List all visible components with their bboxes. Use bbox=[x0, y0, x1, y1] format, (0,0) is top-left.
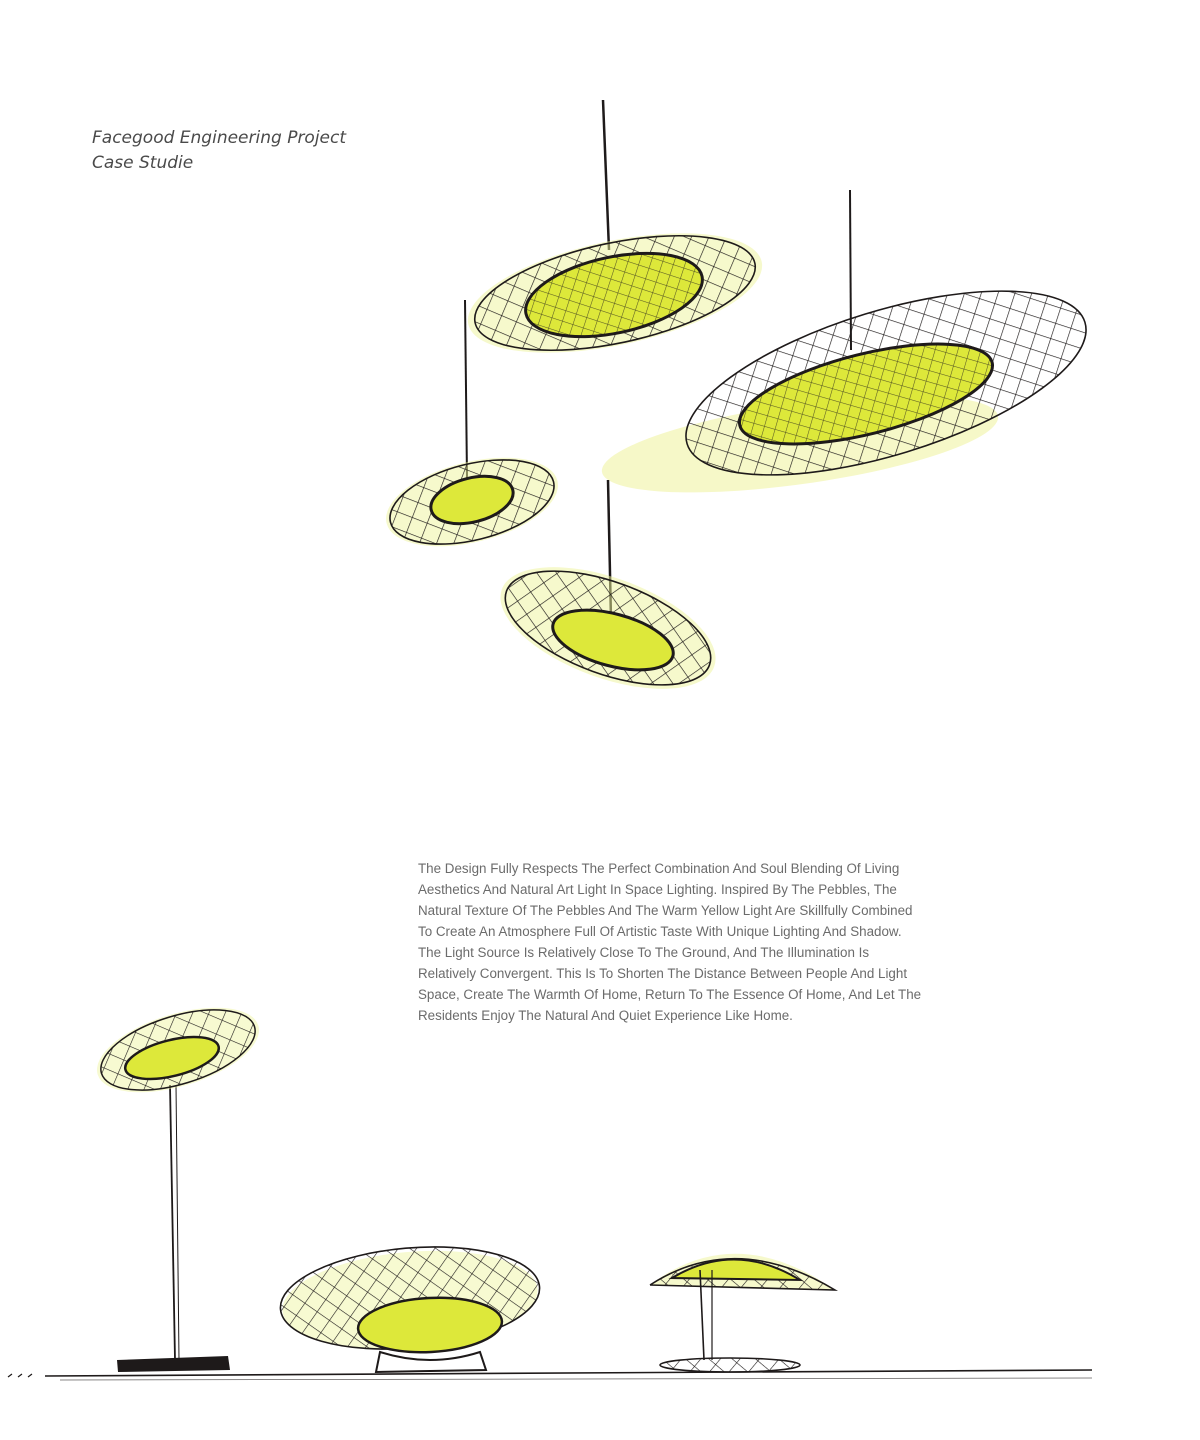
floor-lamp-umbrella bbox=[650, 1254, 835, 1372]
description-line: Relatively Convergent. This Is To Shorten The Distance Between People And Light bbox=[418, 966, 908, 981]
description-line: The Design Fully Respects The Perfect Combination And Soul Blending Of Living bbox=[418, 861, 900, 876]
description-line: Aesthetics And Natural Art Light In Space Lighting. Inspired By The Pebbles, The bbox=[418, 882, 897, 897]
ground-line bbox=[8, 1370, 1092, 1380]
floor-lamp-bowl bbox=[276, 1237, 544, 1372]
description-line: Natural Texture Of The Pebbles And The Warm Yellow Light Are Skillfully Combined bbox=[418, 903, 913, 918]
description-line: To Create An Atmosphere Full Of Artistic Taste With Unique Lighting And Shadow. bbox=[418, 924, 902, 939]
project-subtitle: Case Studie bbox=[92, 153, 194, 173]
project-title: Facegood Engineering Project bbox=[92, 128, 347, 148]
description-line: Residents Enjoy The Natural And Quiet Experience Like Home. bbox=[418, 1008, 793, 1023]
description-line: The Light Source Is Relatively Close To The Ground, And The Illumination Is bbox=[418, 945, 870, 960]
description-line: Space, Create The Warmth Of Home, Return To The Essence Of Home, And Let The bbox=[418, 987, 922, 1002]
floor-lamp-tall bbox=[87, 991, 269, 1372]
